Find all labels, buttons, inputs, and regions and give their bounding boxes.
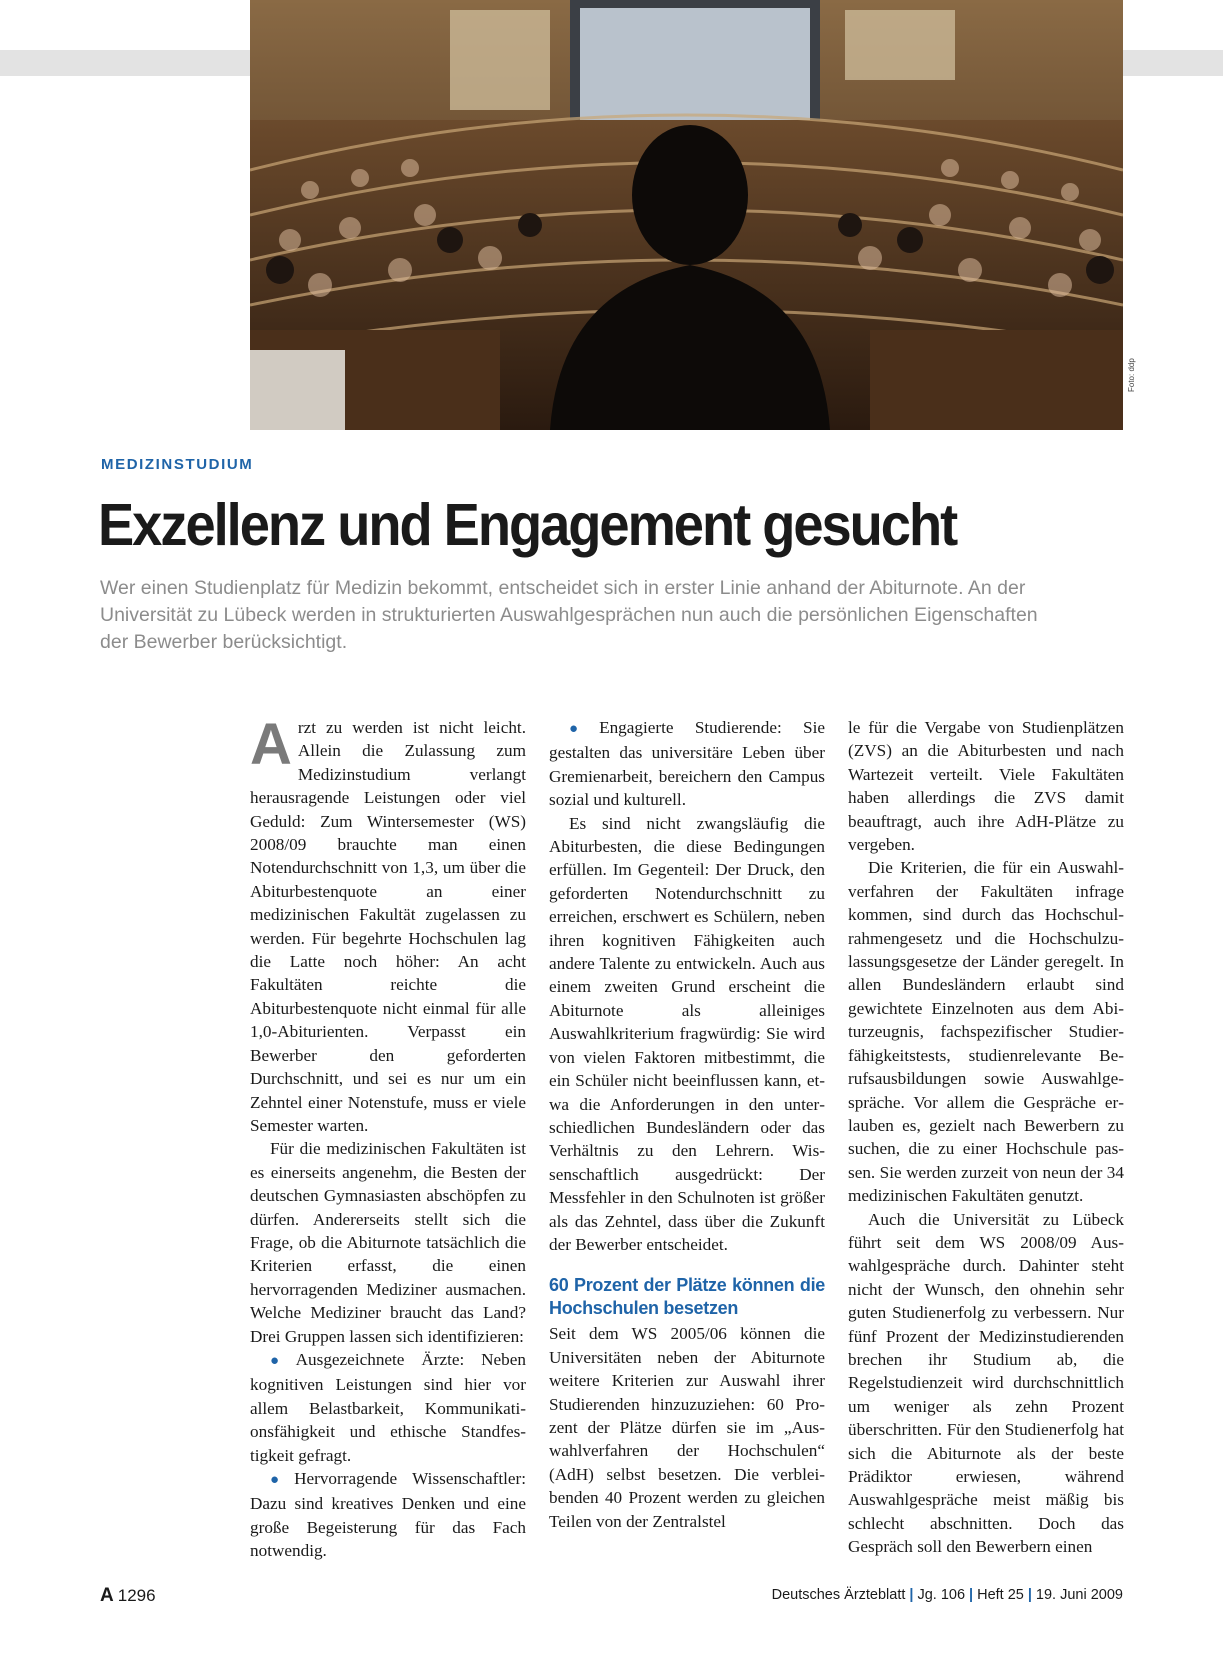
subheading: 60 Prozent der Plätze können die Hochschulen besetzen [549,1275,825,1319]
lecture-hall-illustration [250,0,1123,430]
journal-info [772,1587,1123,1603]
bullet-text: Hervorragende Wissenschaftler: Dazu sind kreatives Denken und eine große Begeisterung für das Fach notwendig. [250,1469,526,1561]
separator: | [1027,1587,1032,1603]
bullet-text: Engagierte Studierende: Sie gestalten das universitäre Leben über Gremienarbeit, bereichern den Campus sozial und kulturell. [549,718,826,810]
text-column-2 [549,716,825,1533]
text-column-1 [250,712,526,1563]
separator: | [969,1587,974,1603]
header-bar-right [1123,50,1223,76]
paragraph: Auch die Universität zu Lübeck führt seit dem WS 2008/09 Auswahlgespräche durch. Dahinter steht nicht der Wunsch, den ohnehin sehr guten Studienerfolg zu verbessern. Nur fünf Prozent der Medizinstudierenden brechen ihr Studium ab, die Regelstudienzeit wird durchschnittlich um weniger als zehn Prozent überschritten. Für den Studienerfolg hat sich die Abiturnote als der beste Prädiktor erwiesen, während Auswahlgespräche meist mäßig bis schlecht abschnitten. Doch das Gespräch soll den Bewerbern einen [848,1209,1124,1557]
journal-volume: Jg. 106 [917,1587,966,1603]
bullet-item [250,1467,526,1563]
bullet-item [250,1348,526,1467]
text-column-3 [848,716,1124,1559]
paragraph: Es sind nicht zwangsläufig die Abiturbesten, die diese Bedingungen erfüllen. Im Gegenteil: Der Druck, den geforderten Notendurchschnitt zu erreichen, erschwert es Schülern, neben ihren kognitiven Fähigkeiten auch andere Talente zu entwickeln. Auch aus einem zweiten Grund erscheint die Abiturnote als alleiniges Auswahlkriterium fragwürdig: Sie wird von vielen Faktoren mitbestimmt, die ein Schüler nicht beeinflussen kann, etwa die Anforderungen in den unterschiedlichen Bundesländern oder das Verhältnis zu den Lehrern. Wissenschaftlich ausgedrückt: Der Messfehler in den Schulnoten ist größer als das Zehntel, dass über die Zukunft der Bewerber entscheidet. [549,813,825,1254]
page-number [100,1585,156,1607]
paragraph: Für die medizinischen Fakultäten ist es einerseits angenehm, die Besten der deutschen Gymnasiasten abschöpfen zu dürfen. Andererseits stellt sich die Frage, ob die Abiturnote tatsächlich die Kriterien erfasst, die einen hervorragenden Mediziner ausmachen. Welche Mediziner braucht das Land? Drei Gruppen lassen sich identifizieren: [250,1139,526,1346]
paragraph: le für die Vergabe von Studienplätzen (ZVS) an die Abiturbesten und nach Wartezeit verteilt. Viele Fakultäten haben allerdings die ZVS damit beauftragt, auch ihre AdH-Plätze zu vergeben. [848,718,1124,855]
paragraph-intro [250,712,526,1137]
page-number-value: 1296 [117,1586,156,1605]
journal-name: Deutsches Ärzteblatt [771,1587,906,1603]
lecture-hall-photo [250,0,1123,430]
article-headline: Exzellenz und Engagement gesucht [98,492,957,558]
section-kicker: MEDIZINSTUDIUM [101,456,254,473]
bullet-icon: ● [270,1472,291,1488]
journal-date: 19. Juni 2009 [1035,1587,1123,1603]
header-bar-left [0,50,250,76]
drop-cap: A [250,712,292,777]
bullet-text: Ausgezeichnete Ärzte: Neben kognitiven Leistungen sind hier vor allem Belastbarkeit, Kommunikationsfähigkeit und ethische Standfestigkeit gefragt. [250,1349,526,1465]
paragraph: Seit dem WS 2005/06 können die Universitäten neben der Abiturnote weitere Kriterien zur Auswahl ihrer Studierenden hinzuzuziehen: 60 Prozent der Plätze dürfen sie im „Auswahlverfahren der Hochschulen“ (AdH) selbst besetzen. Die verbleibenden 40 Prozent werden zu gleichen Teilen von der Zentralstel [549,1324,825,1531]
paragraph-intro-text: rzt zu werden ist nicht leicht. Allein die Zulassung zum Medizinstudium verlangt herausragende Leistungen oder viel Geduld: Zum Wintersemester (WS) 2008/09 brauchte man einen Notendurchschnitt von 1,3, um über die Abiturbestenquote an einer medizinischen Fakultät zugelassen zu werden. Für begehrte Hochschulen lag die Latte noch höher: An acht Fakultäten reichte die Abiturbestenquote nicht einmal für alle 1,0-Abiturienten. Verpasst ein Bewerber den geforderten Durchschnitt, und sei es nur um ein Zehntel einer Notenstufe, muss er viele Semester warten. [250,718,526,1135]
bullet-icon: ● [270,1352,292,1369]
paragraph: Die Kriterien, die für ein Auswahlverfahren der Fakultäten infrage kommen, sind durch das Hochschulrahmengesetz und die Hochschulzulassungsgesetze der Länder geregelt. In allen Bundesländern erlaubt sind gewichtete Einzelnoten aus dem Abiturzeugnis, fachspezifischer Studierfähigkeitstests, studienrelevante Berufsausbildungen sowie Auswahlgespräche. Vor allem die Gespräche erlauben es, gezielt nach Bewerbern zu suchen, die zu einer Hochschule passen. Sie werden zurzeit von neun der 34 medizinischen Fakultäten genutzt. [848,858,1124,1206]
bullet-icon: ● [569,721,596,737]
article-deck: Wer einen Studienplatz für Medizin bekommt, entscheidet sich in erster Linie anhand der Abiturnote. An der Universität zu Lübeck werden in strukturierten Auswahlgesprächen nun auch die persönlichen Eigenschaften der Bewerber berücksichtigt. [100,577,1038,653]
page-prefix: A [100,1585,114,1606]
journal-issue: Heft 25 [977,1587,1024,1603]
bullet-item [549,716,825,812]
photo-credit: Foto: ddp [1127,358,1136,392]
separator: | [909,1587,914,1603]
